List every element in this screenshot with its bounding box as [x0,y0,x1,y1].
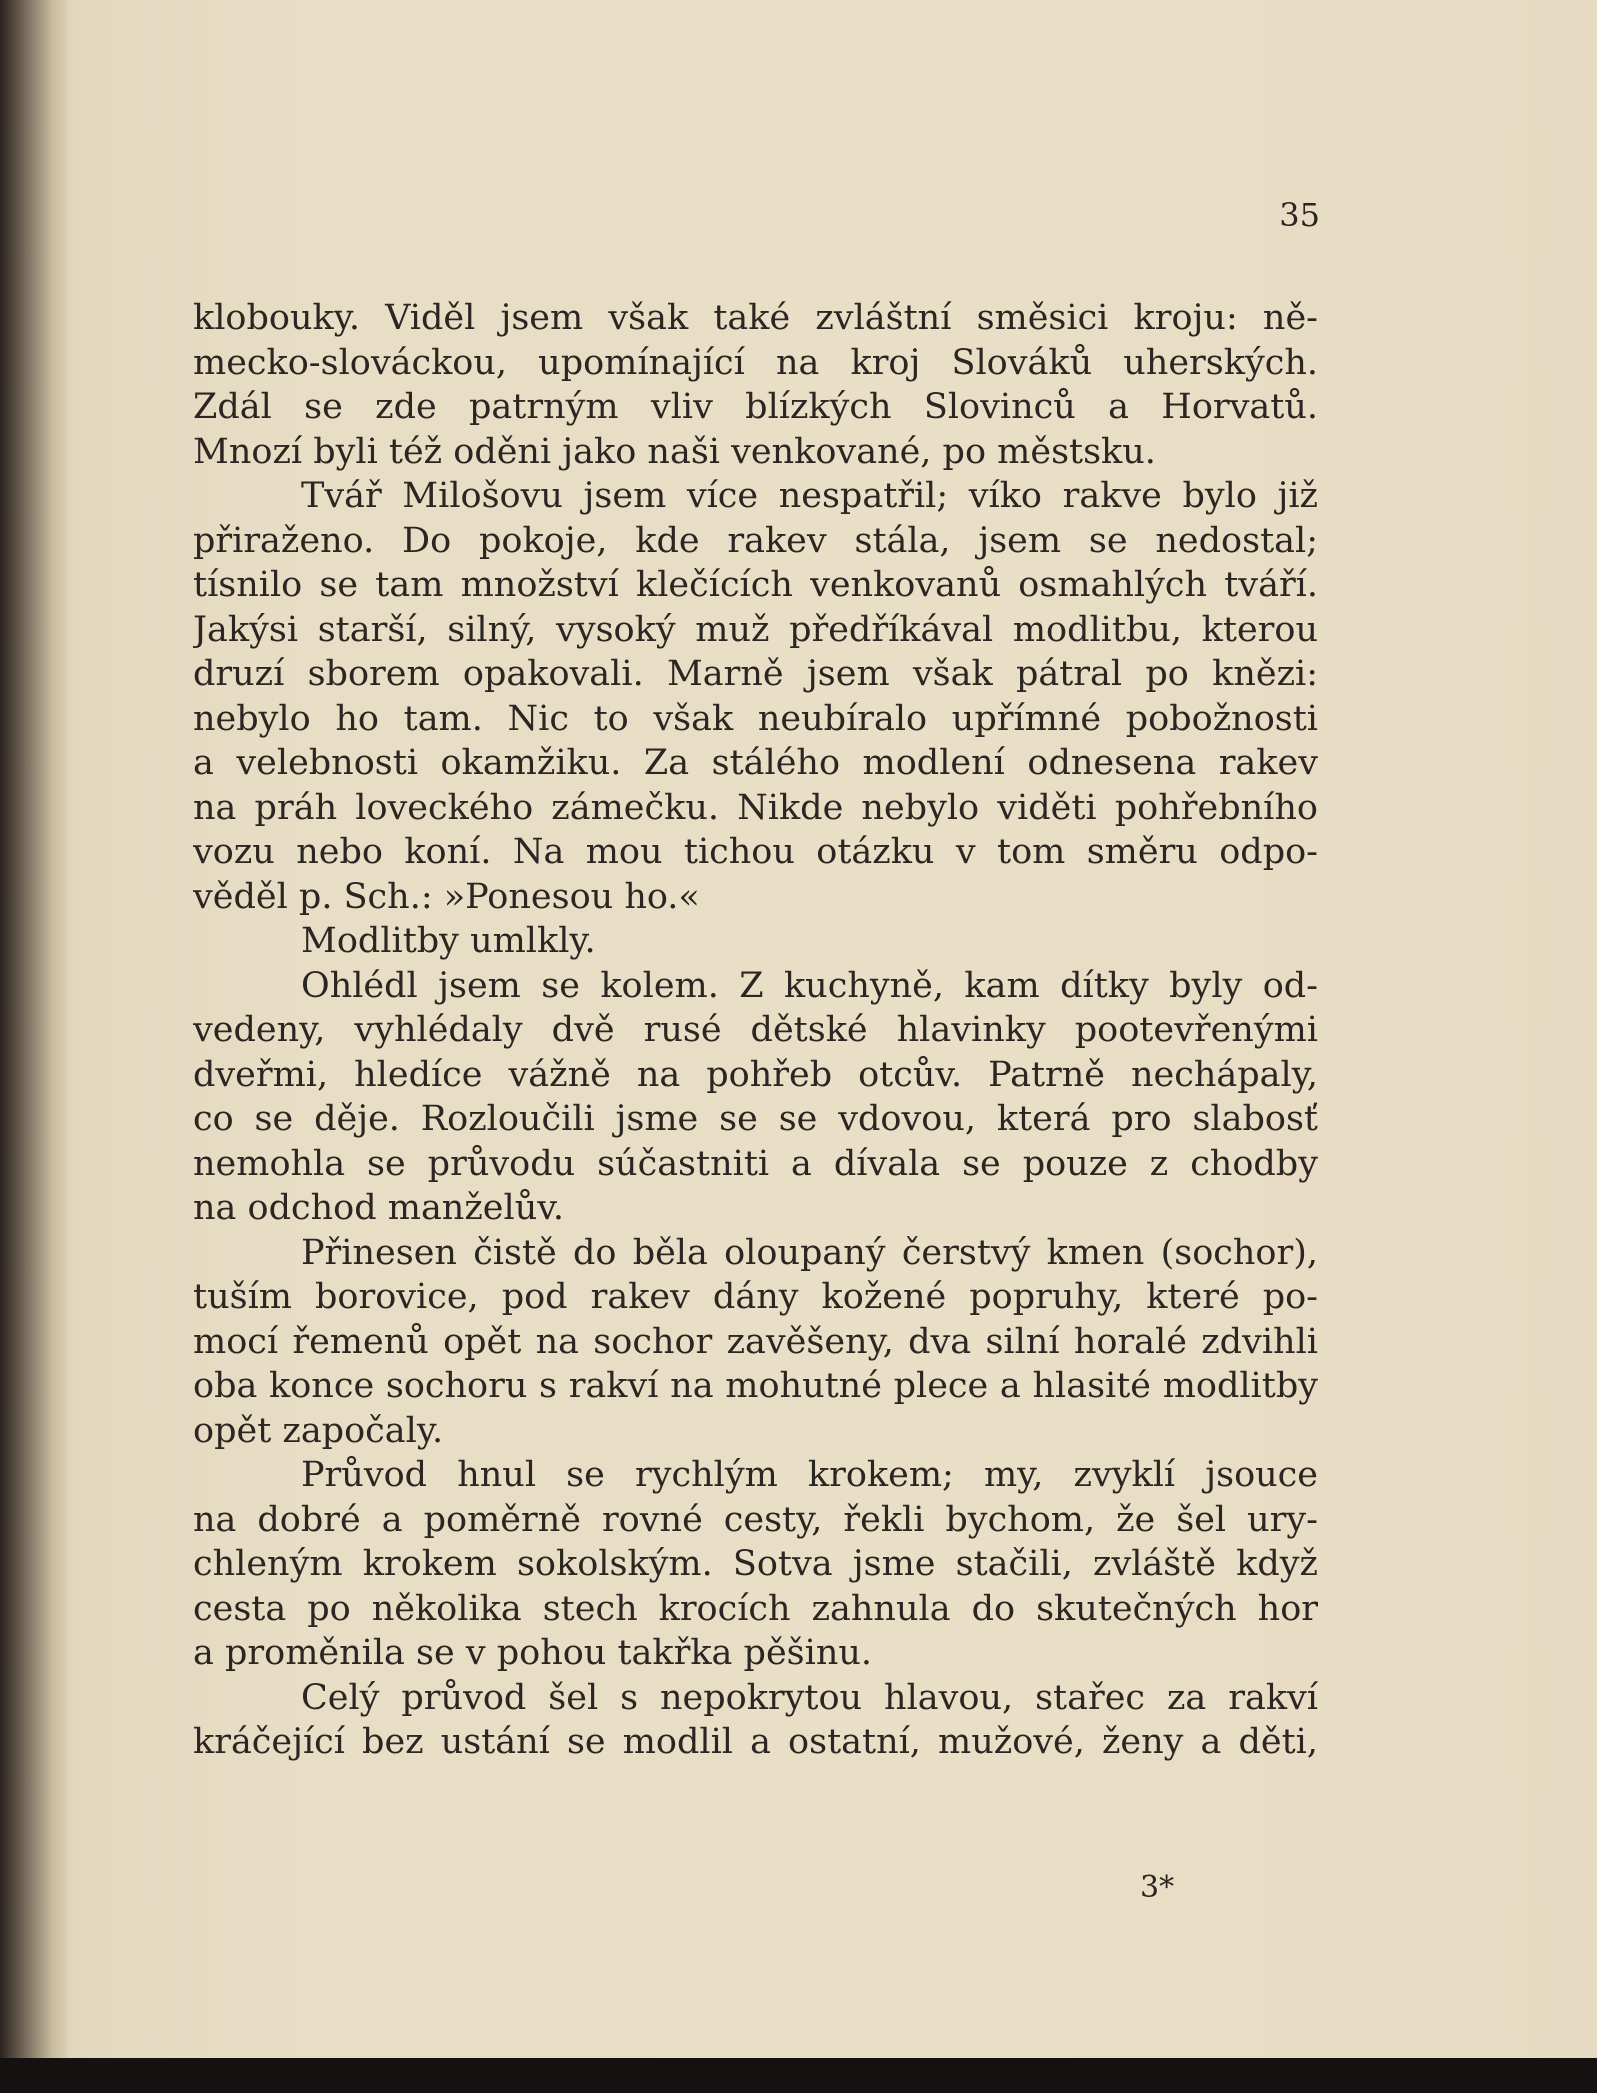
text-line: Zdál se zde patrným vliv blízkých Slovinců a Horvatů. [193,387,1318,427]
text-line: na dobré a poměrně rovné cesty, řekli bychom, že šel ury- [193,1499,1318,1540]
text-line: na odchod manželův. [193,1188,564,1228]
body-text [193,296,1318,1765]
text-line: na práh loveckého zámečku. Nikde nebylo viděti pohřebního [193,787,1318,828]
text-line: vedeny, vyhlédaly dvě rusé dětské hlavinky pootevřenými [193,1010,1318,1050]
text-line: opět započaly. [193,1410,444,1451]
text-line: věděl p. Sch.: »Ponesou ho.« [193,876,700,917]
text-line: mocí řemenů opět na sochor zavěšeny, dva silní horalé zdvihli [193,1321,1318,1362]
text-line: a proměnila se v pohou takřka pěšinu. [193,1633,873,1673]
text-line: klobouky. Viděl jsem však také zvláštní směsici kroju: ně- [193,298,1318,338]
text-line: Mnozí byli též oděni jako naši venkované, po městsku. [193,431,1156,472]
text-line: Modlitby umlkly. [301,921,596,961]
text-line: tísnilo se tam množství klečících venkovanů osmahlých tváří. [193,565,1318,605]
text-line: a velebnosti okamžiku. Za stálého modlení odnesena rakev [193,743,1318,783]
page-number: 35 [1279,196,1320,234]
text-line: mecko-slováckou, upomínající na kroj Slováků uherských. [193,342,1318,383]
text-line: druzí sborem opakovali. Marně jsem však pátral po knězi: [193,654,1318,694]
text-line: vozu nebo koní. Na mou tichou otázku v tom směru odpo- [193,832,1318,872]
text-line: Přinesen čistě do běla oloupaný čerstvý kmen (sochor), [301,1232,1318,1273]
text-line: nebylo ho tam. Nic to však neubíralo upřímné pobožnosti [193,698,1318,739]
text-line: oba konce sochoru s rakví na mohutné plece a hlasité modlitby [193,1366,1318,1406]
text-line: chleným krokem sokolským. Sotva jsme stačili, zvláště když [193,1544,1318,1584]
text-line: přiraženo. Do pokoje, kde rakev stála, jsem se nedostal; [193,520,1318,561]
page-bottom-edge [0,2058,1597,2093]
text-line: Průvod hnul se rychlým krokem; my, zvyklí jsouce [301,1455,1318,1495]
text-line: dveřmi, hledíce vážně na pohřeb otcův. Patrně nechápaly, [193,1054,1318,1095]
text-line: tuším borovice, pod rakev dány kožené popruhy, které po- [193,1277,1318,1317]
binding-shadow [0,0,70,2058]
text-line: Tvář Milošovu jsem více nespatřil; víko rakve bylo již [301,476,1318,516]
text-line: nemohla se průvodu súčastniti a dívala se pouze z chodby [193,1143,1318,1184]
text-line: Ohlédl jsem se kolem. Z kuchyně, kam dítky byly od- [301,965,1318,1006]
text-line: co se děje. Rozloučili jsme se se vdovou, která pro slabosť [193,1099,1318,1139]
text-line: kráčející bez ustání se modlil a ostatní, mužové, ženy a děti, [193,1722,1318,1762]
text-line: cesta po několika stech krocích zahnula do skutečných hor [193,1588,1318,1629]
signature-mark: 3* [1140,1870,1175,1905]
text-line: Jakýsi starší, silný, vysoký muž předříkával modlitbu, kterou [193,609,1318,650]
text-line: Celý průvod šel s nepokrytou hlavou, stařec za rakví [301,1677,1318,1718]
